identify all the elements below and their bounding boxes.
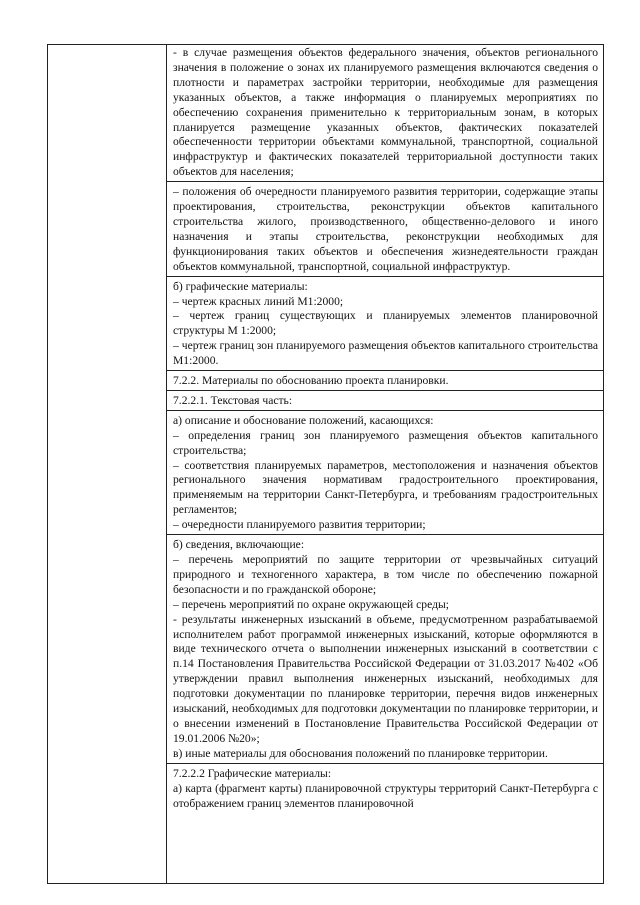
row-divider [167,534,603,535]
paragraph: 7.2.2. Материалы по обоснованию проекта планировки. [173,374,449,388]
paragraph: – положения об очередности планируемого развития территории, содержащие этапы проектирования, строительства, реконструкции объектов капитального строительства жилого, производственного, общественно-делового и иного назначения и этапы строительства, реконструкции необходимых для функционирования таких объектов и обеспечения жизнедеятельности граждан объектов коммунальной, транспортной, социальной инфраструктур. [173,185,598,273]
table-left-column [48,45,167,883]
paragraph: 7.2.2.2 Графические материалы: [173,766,332,780]
paragraph: - результаты инженерных изысканий в объеме, предусмотренном разрабатываемой исполнителем работ программой инженерных изысканий, которые оформляются в виде технического отчета о выполнении инженерных изысканий в соответствии с п.14 Постановления Правительства Российской Федерации от 31.03.2017 №402 «Об утверждении правил выполнения инженерных изысканий, необходимых для подготовки документации по планировке территории, перечня видов инженерных изысканий, необходимых для подготовки документации по планировке территории, и о внесении изменений в Постановление Правительства Российской Федерации от 19.01.2006 №20»; [173,612,598,745]
paragraph: – очередности планируемого развития территории; [173,518,426,532]
paragraph: в) иные материалы для обоснования положений по планировке территории. [173,746,548,760]
text-block [173,767,598,813]
row-divider [167,370,603,371]
paragraph: 7.2.2.1. Текстовая часть: [173,393,293,407]
paragraph: – перечень мероприятий по охране окружающей среды; [173,597,450,611]
section-heading [173,394,598,410]
paragraph: – чертеж границ зон планируемого размещения объектов капитального строительства М1:2000. [173,339,598,368]
paragraph: – соответствия планируемых параметров, местоположения и назначения объектов регионального значения нормативам градостроительного проектирования, применяемым на территории Санкт-Петербурга, и требованиям градостроительных регламентов; [173,458,598,517]
paragraph: – перечень мероприятий по защите территории от чрезвычайных ситуаций природного и техногенного характера, в том числе по обеспечению пожарной безопасности и по гражданской обороне; [173,553,598,596]
row-divider [167,390,603,391]
text-block [173,46,598,181]
row-divider [167,410,603,411]
row-divider [167,763,603,764]
table-right-column [167,45,603,883]
paragraph: – чертеж красных линий М1:2000; [173,294,344,308]
paragraph: а) описание и обоснование положений, касающихся: [173,413,434,427]
requirements-table [47,44,604,884]
section-heading [173,374,598,390]
paragraph: б) графические материалы: [173,279,308,293]
paragraph: – чертеж границ существующих и планируемых элементов планировочной структуры М 1:2000; [173,309,598,338]
paragraph: а) карта (фрагмент карты) планировочной структуры территорий Санкт-Петербурга с отображением границ элементов планировочной [173,781,598,810]
paragraph: – определения границ зон планируемого размещения объектов капитального строительства; [173,428,598,457]
row-divider [167,181,603,182]
text-block [173,414,598,534]
row-divider [167,276,603,277]
text-block [173,185,598,275]
text-block [173,538,598,763]
paragraph: - в случае размещения объектов федерального значения, объектов регионального значения в положение о зонах их планируемого размещения включаются сведения о плотности и параметрах застройки территории, необходимые для размещения указанных объектов, а также информация о планируемых мероприятиях по обеспечению сохранения применительно к территориальным зонам, в которых планируется размещение указанных объектов, фактических показателей обеспеченности территории объектами коммунальной, транспортной, социальной инфраструктур и фактических показателей территориальной доступности таких объектов для населения; [173,46,598,179]
text-block [173,280,598,370]
paragraph: б) сведения, включающие: [173,538,305,552]
